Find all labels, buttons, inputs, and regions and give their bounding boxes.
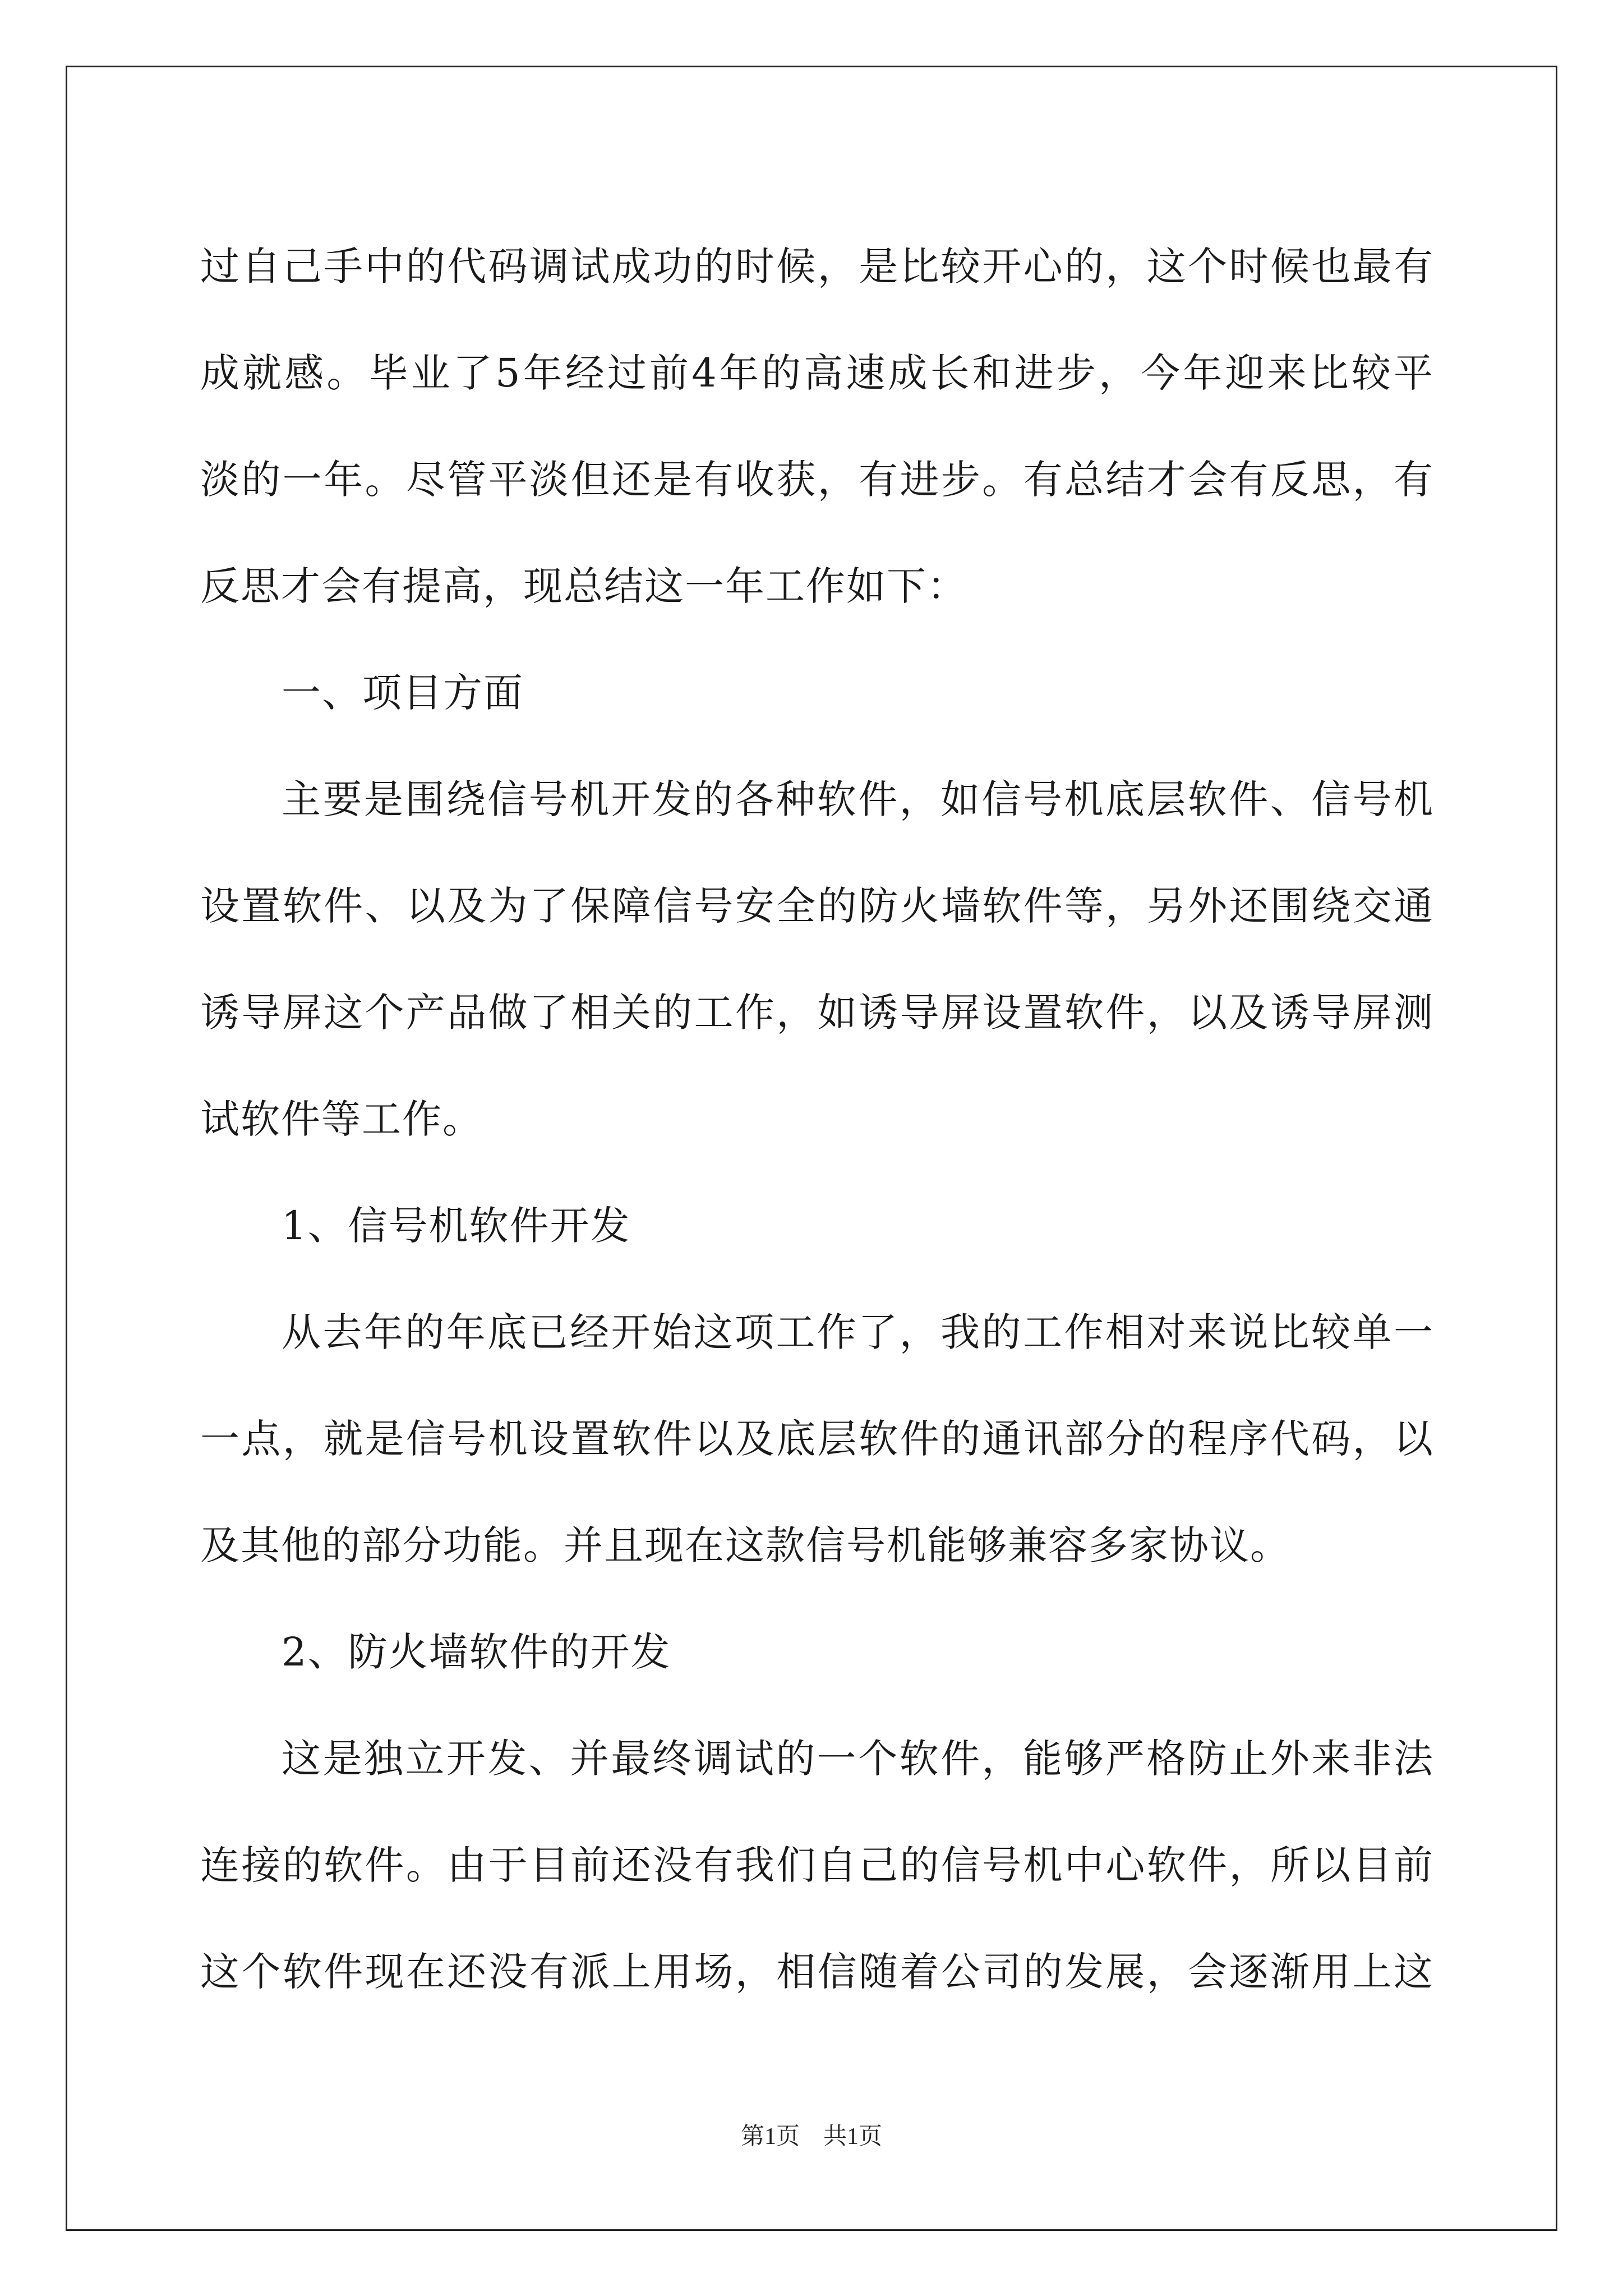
text-line: 诱导屏这个产品做了相关的工作，如诱导屏设置软件，以及诱导屏测: [200, 990, 1434, 1036]
text-line: 反思才会有提高，现总结这一年工作如下：: [200, 563, 967, 609]
text-line: 从去年的年底已经开始这项工作了，我的工作相对来说比较单一: [282, 1309, 1434, 1355]
section-heading: 一、项目方面: [282, 670, 524, 716]
text-line: 这个软件现在还没有派上用场，相信随着公司的发展，会逐渐用上这: [200, 1949, 1434, 1995]
text-line: 设置软件、以及为了保障信号安全的防火墙软件等，另外还围绕交通: [200, 883, 1434, 929]
page-number-footer: 第1页 共1页: [740, 2124, 882, 2150]
text-line: 过自己手中的代码调试成功的时候，是比较开心的，这个时候也最有: [200, 243, 1434, 289]
subsection-heading: 2、防火墙软件的开发: [282, 1629, 671, 1675]
text-line: 一点，就是信号机设置软件以及底层软件的通讯部分的程序代码，以: [200, 1416, 1434, 1462]
text-line: 连接的软件。由于目前还没有我们自己的信号机中心软件，所以目前: [200, 1842, 1434, 1888]
text-line: 淡的一年。尽管平淡但还是有收获，有进步。有总结才会有反思，有: [200, 457, 1434, 503]
text-line: 成就感。毕业了5年经过前4年的高速成长和进步，今年迎来比较平: [200, 350, 1434, 396]
subsection-heading: 1、信号机软件开发: [282, 1203, 631, 1249]
document-body: [200, 213, 1434, 2025]
text-line: 这是独立开发、并最终调试的一个软件，能够严格防止外来非法: [282, 1736, 1434, 1782]
text-line: 主要是围绕信号机开发的各种软件，如信号机底层软件、信号机: [282, 776, 1434, 822]
text-line: 及其他的部分功能。并且现在这款信号机能够兼容多家协议。: [200, 1522, 1290, 1568]
text-line: 试软件等工作。: [200, 1096, 483, 1142]
